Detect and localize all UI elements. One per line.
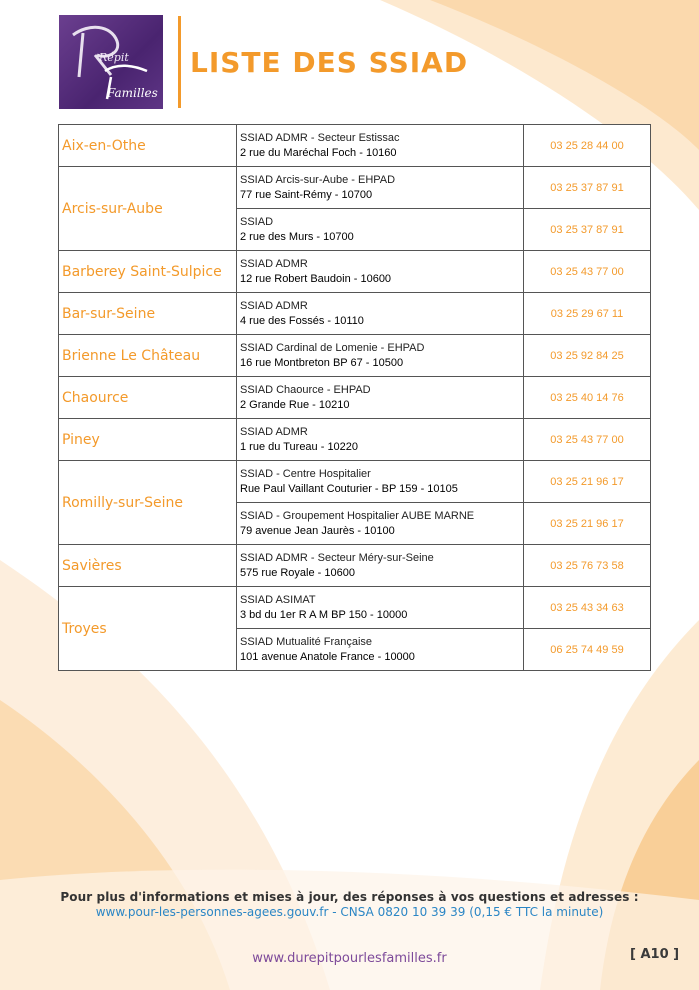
city-name: Savières bbox=[59, 545, 237, 587]
table-row bbox=[59, 293, 651, 335]
title-divider bbox=[178, 16, 181, 108]
phone-number[interactable]: 03 25 40 14 76 bbox=[524, 377, 651, 419]
phone-number[interactable]: 03 25 37 87 91 bbox=[524, 167, 651, 209]
ssiad-address: 101 avenue Anatole France - 10000 bbox=[240, 650, 415, 663]
ssiad-name: SSIAD Arcis-sur-Aube - EHPAD bbox=[240, 173, 396, 186]
ssiad-entry bbox=[237, 461, 524, 503]
city-name: Arcis-sur-Aube bbox=[59, 167, 237, 251]
ssiad-name: SSIAD ADMR bbox=[240, 257, 308, 270]
ssiad-address: 4 rue des Fossés - 10110 bbox=[240, 314, 364, 327]
ssiad-name: SSIAD Chaource - EHPAD bbox=[240, 383, 371, 396]
ssiad-address: 2 Grande Rue - 10210 bbox=[240, 398, 350, 411]
ssiad-name: SSIAD bbox=[240, 215, 274, 228]
ssiad-address: 77 rue Saint-Rémy - 10700 bbox=[240, 188, 373, 201]
ssiad-address: 79 avenue Jean Jaurès - 10100 bbox=[240, 524, 395, 537]
ssiad-name: SSIAD Mutualité Française bbox=[240, 635, 373, 648]
ssiad-entry bbox=[237, 293, 524, 335]
ssiad-address: 1 rue du Tureau - 10220 bbox=[240, 440, 359, 453]
phone-number[interactable]: 03 25 37 87 91 bbox=[524, 209, 651, 251]
table-row bbox=[59, 377, 651, 419]
table-row bbox=[59, 167, 651, 209]
ssiad-entry bbox=[237, 125, 524, 167]
ssiad-entry bbox=[237, 587, 524, 629]
city-name: Piney bbox=[59, 419, 237, 461]
ssiad-entry bbox=[237, 545, 524, 587]
ssiad-entry bbox=[237, 335, 524, 377]
ssiad-address: 16 rue Montbreton BP 67 - 10500 bbox=[240, 356, 404, 369]
table-row bbox=[59, 251, 651, 293]
table-row bbox=[59, 125, 651, 167]
ssiad-name: SSIAD ASIMAT bbox=[240, 593, 316, 606]
website-link[interactable]: www.durepitpourlesfamilles.fr bbox=[252, 951, 447, 966]
ssiad-name: SSIAD ADMR bbox=[240, 425, 308, 438]
phone-number[interactable]: 06 25 74 49 59 bbox=[524, 629, 651, 671]
phone-number[interactable]: 03 25 92 84 25 bbox=[524, 335, 651, 377]
ssiad-entry bbox=[237, 503, 524, 545]
phone-number[interactable]: 03 25 28 44 00 bbox=[524, 125, 651, 167]
ssiad-address: 575 rue Royale - 10600 bbox=[240, 566, 355, 579]
ssiad-name: SSIAD ADMR - Secteur Estissac bbox=[240, 131, 400, 144]
ssiad-entry bbox=[237, 377, 524, 419]
ssiad-entry bbox=[237, 419, 524, 461]
ssiad-address: 12 rue Robert Baudoin - 10600 bbox=[240, 272, 392, 285]
ssiad-table bbox=[58, 124, 651, 671]
table-row bbox=[59, 545, 651, 587]
table-row bbox=[59, 587, 651, 629]
page-title: LISTE DES SSIAD bbox=[190, 46, 469, 79]
ssiad-name: SSIAD - Groupement Hospitalier AUBE MARNE bbox=[240, 509, 475, 522]
ssiad-address: Rue Paul Vaillant Couturier - BP 159 - 10105 bbox=[240, 482, 458, 495]
ssiad-entry bbox=[237, 209, 524, 251]
city-name: Aix-en-Othe bbox=[59, 125, 237, 167]
city-name: Brienne Le Château bbox=[59, 335, 237, 377]
city-name: Chaource bbox=[59, 377, 237, 419]
phone-number[interactable]: 03 25 21 96 17 bbox=[524, 503, 651, 545]
table-row bbox=[59, 335, 651, 377]
table-row bbox=[59, 419, 651, 461]
phone-number[interactable]: 03 25 43 77 00 bbox=[524, 419, 651, 461]
ssiad-address: 3 bd du 1er R A M BP 150 - 10000 bbox=[240, 608, 408, 621]
ssiad-address: 2 rue du Maréchal Foch - 10160 bbox=[240, 146, 397, 159]
phone-number[interactable]: 03 25 43 34 63 bbox=[524, 587, 651, 629]
svg-text:Familles: Familles bbox=[107, 86, 158, 100]
svg-text:Répit: Répit bbox=[99, 51, 129, 64]
phone-number[interactable]: 03 25 21 96 17 bbox=[524, 461, 651, 503]
phone-number[interactable]: 03 25 43 77 00 bbox=[524, 251, 651, 293]
ssiad-name: SSIAD ADMR bbox=[240, 299, 308, 312]
ssiad-entry bbox=[237, 251, 524, 293]
city-name: Troyes bbox=[59, 587, 237, 671]
footer-info-link[interactable]: www.pour-les-personnes-agees.gouv.fr - CNSA 0820 10 39 39 (0,15 € TTC la minute) bbox=[95, 905, 604, 919]
ssiad-entry bbox=[237, 629, 524, 671]
table-row bbox=[59, 461, 651, 503]
ssiad-entry bbox=[237, 167, 524, 209]
city-name: Romilly-sur-Seine bbox=[59, 461, 237, 545]
city-name: Barberey Saint-Sulpice bbox=[59, 251, 237, 293]
page-number: [ A10 ] bbox=[630, 947, 680, 962]
logo bbox=[59, 15, 163, 109]
city-name: Bar-sur-Seine bbox=[59, 293, 237, 335]
ssiad-name: SSIAD ADMR - Secteur Méry-sur-Seine bbox=[240, 551, 434, 564]
footer-info bbox=[0, 890, 699, 919]
ssiad-name: SSIAD - Centre Hospitalier bbox=[240, 467, 371, 480]
ssiad-name: SSIAD Cardinal de Lomenie - EHPAD bbox=[240, 341, 425, 354]
phone-number[interactable]: 03 25 76 73 58 bbox=[524, 545, 651, 587]
footer-info-text: Pour plus d'informations et mises à jour, des réponses à vos questions et adresses : bbox=[60, 890, 639, 904]
ssiad-address: 2 rue des Murs - 10700 bbox=[240, 230, 354, 243]
phone-number[interactable]: 03 25 29 67 11 bbox=[524, 293, 651, 335]
